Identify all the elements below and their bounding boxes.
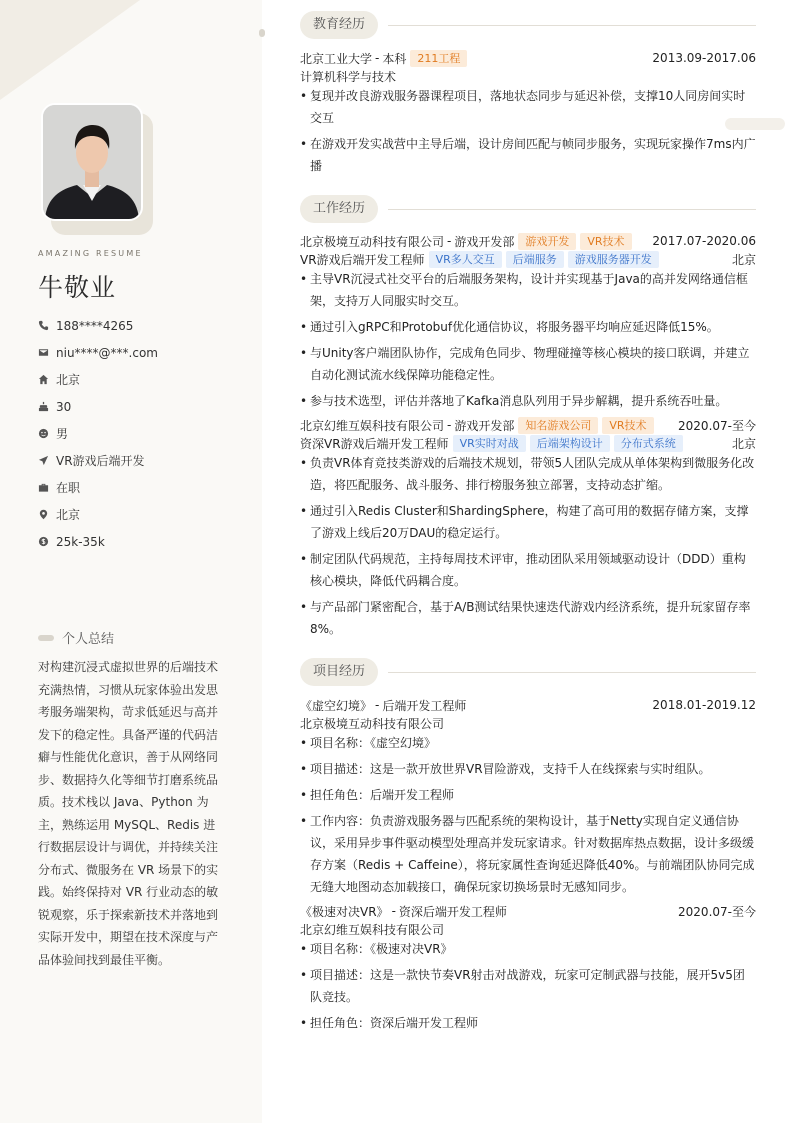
list-item: • 与Unity客户端团队协作，完成角色同步、物理碰撞等核心模块的接口联调，并建立自动化测试流水线保障功能稳定性。 (300, 342, 756, 386)
job-role: VR游戏后端开发工程师 (300, 252, 425, 267)
person-portrait-icon (43, 105, 141, 219)
project-company: 北京幻维互娱科技有限公司 (300, 922, 445, 937)
salary-value: 25k-35k (56, 534, 105, 549)
summary-title: 个人总结 (62, 632, 115, 647)
project-1-company-row (300, 714, 756, 732)
job-period: 2020.07-至今 (678, 418, 756, 433)
list-item: • 项目描述：这是一款开放世界VR冒险游戏，支持千人在线探索与实时组队。 (300, 758, 756, 780)
separator: - (375, 698, 380, 712)
project-1-header-row (300, 696, 756, 714)
company-name: 北京幻维互娱科技有限公司 (300, 418, 445, 433)
home-icon (38, 374, 56, 385)
summary-bar-decoration (38, 635, 54, 641)
project-name: 《极速对决VR》 (300, 904, 389, 919)
contact-info-list (38, 312, 253, 555)
list-item: • 在游戏开发实战营中主导后端，设计房间匹配与帧同步服务，实现玩家操作7ms内广播 (300, 133, 756, 177)
send-icon (38, 455, 56, 466)
job-period: 2017.07-2020.06 (652, 234, 756, 248)
list-item: • 负责VR体育竞技类游戏的后端技术规划，带领5人团队完成从单体架构到微服务化改造，将匹配服务、战斗服务、排行榜服务独立部署，支持动态扩缩。 (300, 452, 756, 496)
list-item: • 担任角色：后端开发工程师 (300, 784, 756, 806)
separator: - (375, 51, 380, 65)
project-2-company-row (300, 920, 756, 938)
info-phone (38, 312, 253, 339)
gender-value: 男 (56, 427, 69, 441)
list-item: • 通过引入gRPC和Protobuf优化通信协议，将服务器平均响应延迟降低15%。 (300, 316, 756, 338)
education-section-heading (300, 11, 756, 39)
degree: 本科 (382, 51, 407, 66)
company-tag: VR技术 (580, 233, 631, 250)
corner-decoration (0, 0, 140, 100)
city-value: 北京 (56, 373, 81, 387)
info-age (38, 393, 253, 420)
section-divider (388, 25, 756, 26)
school-name: 北京工业大学 (300, 51, 373, 66)
job-1-role-row (300, 250, 756, 268)
list-item: • 与产品部门紧密配合，基于A/B测试结果快速迭代游戏内经济系统，提升玩家留存率8%。 (300, 596, 756, 640)
role-tag: 后端架构设计 (530, 435, 610, 452)
company-tag: 游戏开发 (518, 233, 576, 250)
company-name: 北京极境互动科技有限公司 (300, 234, 445, 249)
role-tag: 后端服务 (506, 251, 564, 268)
work-title: 工作经历 (300, 195, 378, 223)
education-header-row (300, 49, 756, 67)
project-period: 2018.01-2019.12 (652, 698, 756, 712)
project-2-header-row (300, 902, 756, 920)
info-status (38, 474, 253, 501)
location-value: 北京 (56, 508, 81, 522)
job-role: 资深VR游戏后端开发工程师 (300, 436, 449, 451)
role-tag: 分布式系统 (614, 435, 683, 452)
education-title: 教育经历 (300, 11, 378, 39)
briefcase-icon (38, 482, 56, 493)
projects-section-heading (300, 658, 756, 686)
education-major-row (300, 67, 756, 85)
projects-title: 项目经历 (300, 658, 378, 686)
cake-icon (38, 401, 56, 412)
role-tag: VR多人交互 (429, 251, 502, 268)
section-divider (388, 672, 756, 673)
list-item: • 工作内容：负责游戏服务器与匹配系统的架构设计，基于Netty实现自定义通信协议，采用异步事件驱动模型处理高并发玩家请求。针对数据库热点数据，设计多级缓存方案（Redis + Caffeine），将玩家属性查询延迟降低40%。与前端团队协同完成无缝大地图动态加载接口，确保玩家切换场景时无感知同步。 (300, 810, 756, 898)
education-bullets (300, 85, 756, 181)
sidebar (0, 0, 262, 1123)
list-item: • 项目描述：这是一款快节奏VR射击对战游戏，玩家可定制武器与技能，展开5v5团队竞技。 (300, 964, 756, 1008)
phone-icon (38, 320, 56, 331)
company-tag: 知名游戏公司 (518, 417, 598, 434)
info-job-target (38, 447, 253, 474)
education-period: 2013.09-2017.06 (652, 51, 756, 65)
project-role: 资深后端开发工程师 (398, 904, 507, 919)
info-salary (38, 528, 253, 555)
job-city: 北京 (731, 436, 756, 451)
list-item: • 通过引入Redis Cluster和ShardingSphere，构建了高可用的数据存储方案，支撑了游戏上线后20万DAU的稳定运行。 (300, 500, 756, 544)
role-tag: 游戏服务器开发 (568, 251, 659, 268)
school-tag: 211工程 (410, 50, 467, 67)
salary-icon (38, 536, 56, 547)
separator: - (447, 234, 452, 248)
department: 游戏开发部 (454, 234, 515, 249)
age-value: 30 (56, 399, 72, 414)
summary-text: 对构建沉浸式虚拟世界的后端技术充满热情，习惯从玩家体验出发思考服务端架构，苛求低延迟与高并发下的稳定性。具备严谨的代码洁癖与性能优化意识，善于从网络同步、数据持久化等细节打磨系统品质。技术栈以 Java、Python 为主，熟练运用 MySQL、Redis 进行数据层设计与调优，并持续关注分布式、微服务在 VR 场景下的实践。始终保持对 VR 行业动态的敏锐观察，乐于探索新技术并落地到实际开发中，期望在技术深度与产品体验间找到最佳平衡。 (38, 660, 219, 967)
job-1-bullets (300, 268, 756, 416)
project-role: 后端开发工程师 (382, 698, 467, 713)
job-2-role-row (300, 434, 756, 452)
list-item: • 担任角色：资深后端开发工程师 (300, 1012, 756, 1034)
info-location (38, 501, 253, 528)
email-value: niu****@***.com (56, 345, 158, 360)
status-value: 在职 (56, 481, 81, 495)
location-icon (38, 509, 56, 520)
info-email (38, 339, 253, 366)
job-city: 北京 (731, 252, 756, 267)
separator: - (447, 418, 452, 432)
phone-value: 188****4265 (56, 318, 134, 333)
info-city (38, 366, 253, 393)
work-section-heading (300, 195, 756, 223)
list-item: • 复现并改良游戏服务器课程项目，落地状态同步与延迟补偿，支撑10人同房间实时交互 (300, 85, 756, 129)
job-2-bullets (300, 452, 756, 644)
project-1-bullets (300, 732, 756, 902)
list-item: • 参与技术选型，评估并落地了Kafka消息队列用于异步解耦，提升系统吞吐量。 (300, 390, 756, 412)
job-1-header-row (300, 232, 756, 250)
list-item: • 项目名称：《虚空幻境》 (300, 732, 756, 754)
project-period: 2020.07-至今 (678, 904, 756, 919)
project-name: 《虚空幻境》 (300, 698, 373, 713)
separator: - (391, 904, 396, 918)
avatar (41, 103, 143, 221)
mail-icon (38, 347, 56, 358)
summary-heading (38, 628, 114, 647)
job-target-value: VR游戏后端开发 (56, 454, 145, 468)
project-2-bullets (300, 938, 756, 1038)
project-company: 北京极境互动科技有限公司 (300, 716, 445, 731)
role-tag: VR实时对战 (453, 435, 526, 452)
list-item: • 项目名称：《极速对决VR》 (300, 938, 756, 960)
resume-tagline: AMAZING RESUME (38, 249, 143, 258)
edge-decoration (259, 29, 265, 37)
gender-icon (38, 428, 56, 439)
job-2-header-row (300, 416, 756, 434)
major: 计算机科学与技术 (300, 69, 397, 84)
company-tag: VR技术 (602, 417, 653, 434)
person-name: 牛敬业 (38, 273, 117, 302)
list-item: • 主导VR沉浸式社交平台的后端服务架构，设计并实现基于Java的高并发网络通信框架，支持万人同服实时交互。 (300, 268, 756, 312)
list-item: • 制定团队代码规范，主持每周技术评审，推动团队采用领域驱动设计（DDD）重构核心模块，降低代码耦合度。 (300, 548, 756, 592)
section-divider (388, 209, 756, 210)
info-gender (38, 420, 253, 447)
avatar-photo (41, 103, 143, 221)
department: 游戏开发部 (454, 418, 515, 433)
